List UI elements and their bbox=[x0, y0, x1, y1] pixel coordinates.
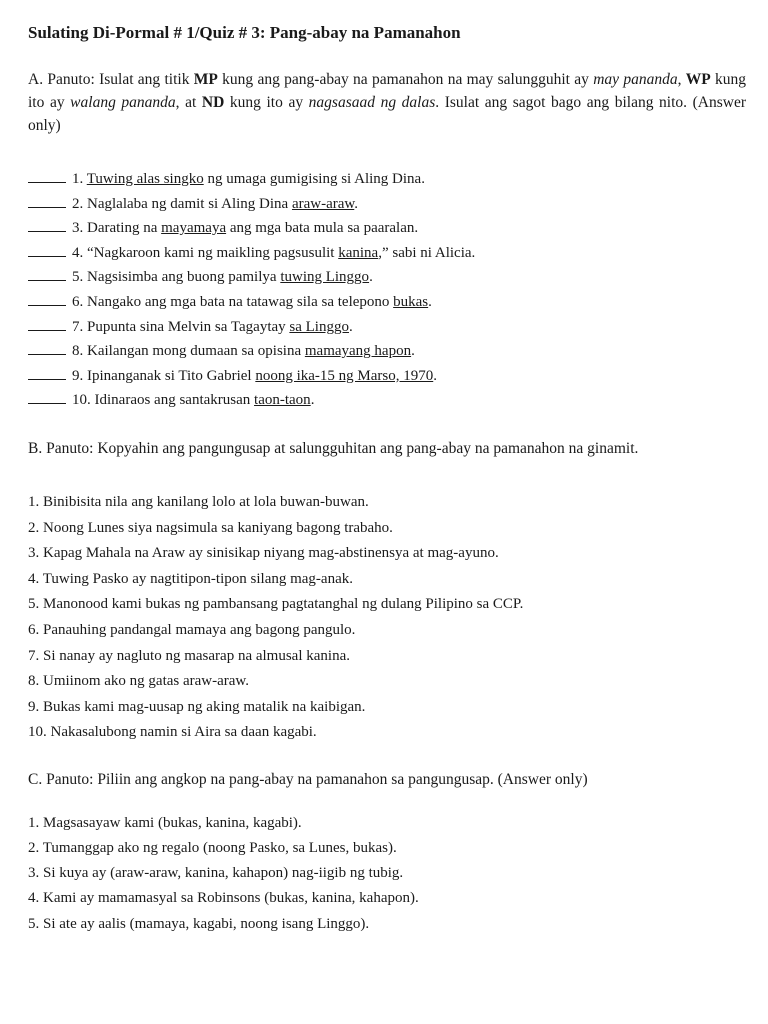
choice-item: 2. Tumanggap ako ng regalo (noong Pasko, sa Lunes, bukas). bbox=[28, 840, 397, 857]
instr-text: kung ang pang-abay na pamanahon na may salungguhit ay bbox=[217, 71, 594, 88]
walang-pananda-term: walang pananda bbox=[70, 94, 176, 111]
instr-text: kung ito ay bbox=[28, 71, 747, 111]
sentence-item: 6. Panauhing pandangal mamaya ang bagong pangulo. bbox=[28, 621, 356, 638]
underlined-adverb: tuwing Linggo bbox=[280, 269, 370, 286]
answer-blank[interactable] bbox=[28, 242, 66, 257]
question-item bbox=[28, 167, 746, 192]
sentence-item: 7. Si nanay ay nagluto ng masarap na almusal kanina. bbox=[28, 647, 350, 664]
question-text: 6. Nangako ang mga bata na tatawag sila sa telepono bbox=[72, 293, 394, 310]
question-text: 7. Pupunta sina Melvin sa Tagaytay bbox=[72, 318, 290, 335]
question-item bbox=[28, 265, 746, 290]
section-c-instruction: C. Panuto: Piliin ang angkop na pang-abay na pamanahon sa pangungusap. (Answer only) bbox=[28, 770, 588, 788]
choice-item: 3. Si kuya ay (araw-araw, kanina, kahapon) nag-iigib ng tubig. bbox=[28, 865, 404, 882]
question-text: 3. Darating na bbox=[72, 220, 162, 237]
answer-blank[interactable] bbox=[28, 291, 66, 306]
question-item bbox=[28, 315, 746, 340]
question-text: 1. bbox=[72, 171, 87, 187]
dalas-term: nagsasaad ng dalas bbox=[308, 94, 436, 111]
question-text: 9. Ipinanganak si Tito Gabriel bbox=[72, 367, 256, 384]
choice-item: 5. Si ate ay aalis (mamaya, kagabi, noong isang Linggo). bbox=[28, 915, 370, 932]
question-text: 8. Kailangan mong dumaan sa opisina bbox=[72, 343, 305, 360]
question-text: 5. Nagsisimba ang buong pamilya bbox=[72, 269, 281, 286]
wp-code: WP bbox=[685, 71, 711, 88]
question-text: . bbox=[369, 269, 373, 286]
choice-item: 1. Magsasayaw kami (bukas, kanina, kagabi). bbox=[28, 814, 302, 831]
question-item bbox=[28, 192, 746, 217]
underlined-adverb: araw-araw bbox=[291, 195, 355, 212]
question-item bbox=[28, 290, 746, 315]
answer-blank[interactable] bbox=[28, 389, 66, 404]
question-item bbox=[28, 339, 746, 364]
underlined-adverb: Tuwing alas singko bbox=[86, 171, 204, 187]
sentence-item: 4. Tuwing Pasko ay nagtitipon-tipon silang mag-anak. bbox=[28, 570, 353, 587]
answer-blank[interactable] bbox=[28, 193, 66, 208]
underlined-adverb: taon-taon bbox=[254, 392, 311, 409]
question-text: . bbox=[428, 293, 432, 310]
sentence-item: 10. Nakasalubong namin si Aira sa daan kagabi. bbox=[28, 724, 317, 741]
section-a-letter: A. bbox=[28, 71, 44, 88]
sentence-item: 3. Kapag Mahala na Araw ay sinisikap niyang mag-abstinensya at mag-ayuno. bbox=[28, 545, 499, 562]
sentence-item: 2. Noong Lunes siya nagsimula sa kaniyang bagong trabaho. bbox=[28, 519, 393, 536]
question-text: . bbox=[310, 392, 315, 409]
answer-blank[interactable] bbox=[28, 316, 66, 331]
underlined-adverb: bukas bbox=[393, 293, 429, 310]
section-a-instruction bbox=[28, 68, 746, 137]
underlined-adverb: sa Linggo bbox=[289, 318, 349, 335]
nd-code: ND bbox=[201, 94, 225, 111]
section-b-instruction: B. Panuto: Kopyahin ang pangungusap at salungguhitan ang pang-abay na pamanahon na ginamit. bbox=[28, 439, 639, 457]
question-text: 2. Naglalaba ng damit si Aling Dina bbox=[72, 195, 292, 212]
sentence-item: 8. Umiinom ako ng gatas araw-araw. bbox=[28, 673, 250, 690]
question-item bbox=[28, 241, 746, 266]
answer-blank[interactable] bbox=[28, 365, 66, 380]
underlined-adverb: noong ika-15 ng Marso, 1970 bbox=[255, 367, 434, 384]
choice-item: 4. Kami ay mamamasyal sa Robinsons (bukas, kanina, kahapon). bbox=[28, 890, 419, 907]
question-text: ,” sabi ni Alicia. bbox=[378, 244, 476, 261]
instr-text: . Isulat ang sagot bago ang bilang nito. (Answer only) bbox=[28, 94, 747, 134]
may-pananda-term: may pananda bbox=[593, 71, 678, 88]
underlined-adverb: mayamaya bbox=[161, 220, 227, 237]
question-text: ng umaga gumigising si Aling Dina. bbox=[203, 171, 425, 187]
instr-text: Isulat ang titik bbox=[94, 71, 194, 88]
question-item bbox=[28, 388, 746, 413]
question-text: . bbox=[354, 195, 359, 212]
answer-blank[interactable] bbox=[28, 217, 66, 232]
sentence-item: 9. Bukas kami mag-uusap ng aking matalik na kaibigan. bbox=[28, 698, 366, 715]
question-item bbox=[28, 364, 746, 389]
answer-blank[interactable] bbox=[28, 168, 66, 183]
section-b-sentences bbox=[28, 490, 746, 746]
section-a-label: Panuto: bbox=[47, 71, 95, 88]
answer-blank[interactable] bbox=[28, 266, 66, 281]
question-text: 4. “Nagkaroon kami ng maikling pagsusulit bbox=[72, 244, 339, 261]
underlined-adverb: mamayang hapon bbox=[304, 343, 412, 360]
mp-code: MP bbox=[193, 71, 218, 88]
instr-text: kung ito ay bbox=[224, 94, 309, 111]
worksheet-title: Sulating Di-Pormal # 1/Quiz # 3: Pang-abay na Pamanahon bbox=[28, 23, 461, 42]
question-text: . bbox=[433, 367, 437, 384]
question-item bbox=[28, 216, 746, 241]
sentence-item: 1. Binibisita nila ang kanilang lolo at lola buwan-buwan. bbox=[28, 493, 369, 510]
question-text: . bbox=[348, 318, 353, 335]
instr-text: , bbox=[677, 71, 686, 88]
section-a-questions bbox=[28, 167, 746, 413]
question-text: . bbox=[411, 343, 415, 360]
underlined-adverb: kanina bbox=[338, 244, 379, 261]
section-c-sentences bbox=[28, 811, 746, 937]
question-text: ang mga bata mula sa paaralan. bbox=[226, 220, 419, 237]
answer-blank[interactable] bbox=[28, 340, 66, 355]
question-text: 10. Idinaraos ang santakrusan bbox=[72, 392, 255, 409]
sentence-item: 5. Manonood kami bukas ng pambansang pagtatanghal ng dulang Pilipino sa CCP. bbox=[28, 596, 524, 613]
instr-text: , at bbox=[175, 94, 202, 111]
